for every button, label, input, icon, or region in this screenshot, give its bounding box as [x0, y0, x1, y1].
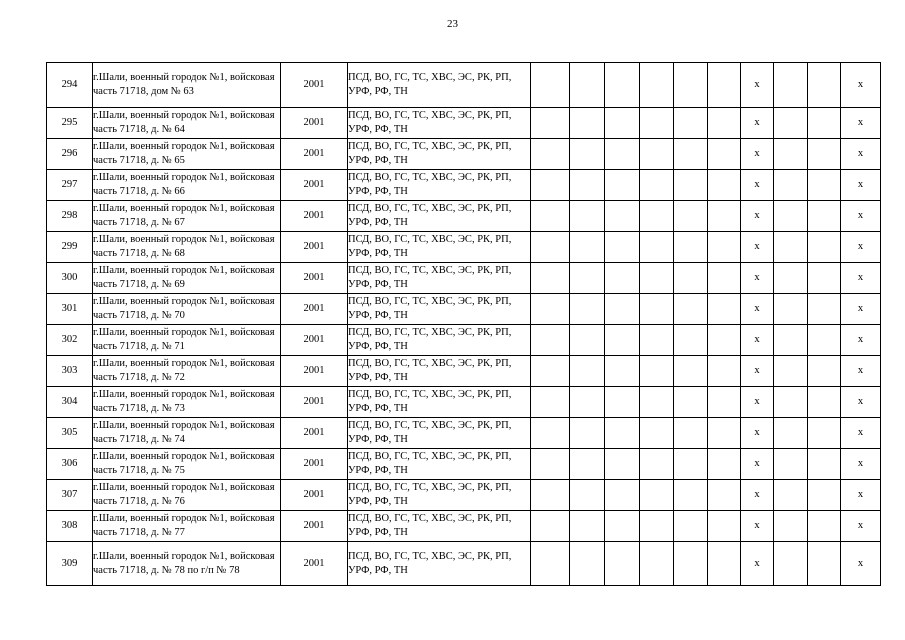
empty-cell	[605, 232, 640, 263]
empty-cell	[808, 480, 841, 511]
empty-cell	[570, 139, 605, 170]
row-number: 298	[47, 201, 93, 232]
row-number: 307	[47, 480, 93, 511]
row-systems: ПСД, ВО, ГС, ТС, ХВС, ЭС, РК, РП, УРФ, РФ, ТН	[348, 418, 531, 449]
row-address: г.Шали, военный городок №1, войсковая часть 71718, д. № 78 по г/п № 78	[93, 542, 281, 586]
empty-cell	[570, 294, 605, 325]
row-year: 2001	[281, 542, 348, 586]
empty-cell	[605, 108, 640, 139]
row-address: г.Шали, военный городок №1, войсковая часть 71718, д. № 69	[93, 263, 281, 294]
row-systems: ПСД, ВО, ГС, ТС, ХВС, ЭС, РК, РП, УРФ, РФ, ТН	[348, 108, 531, 139]
row-year: 2001	[281, 139, 348, 170]
empty-cell	[605, 480, 640, 511]
row-address: г.Шали, военный городок №1, войсковая часть 71718, д. № 74	[93, 418, 281, 449]
empty-cell	[531, 170, 570, 201]
row-mark-2: х	[841, 449, 881, 480]
row-mark-1: х	[741, 232, 774, 263]
row-mark-1: х	[741, 356, 774, 387]
row-systems: ПСД, ВО, ГС, ТС, ХВС, ЭС, РК, РП, УРФ, РФ, ТН	[348, 480, 531, 511]
empty-cell	[774, 108, 808, 139]
empty-cell	[774, 511, 808, 542]
empty-cell	[640, 325, 674, 356]
empty-cell	[708, 511, 741, 542]
empty-cell	[808, 108, 841, 139]
empty-cell	[531, 108, 570, 139]
row-address: г.Шали, военный городок №1, войсковая часть 71718, д. № 70	[93, 294, 281, 325]
empty-cell	[570, 201, 605, 232]
empty-cell	[570, 449, 605, 480]
table-row	[47, 356, 881, 387]
empty-cell	[570, 356, 605, 387]
table-row	[47, 480, 881, 511]
empty-cell	[808, 418, 841, 449]
row-number: 296	[47, 139, 93, 170]
empty-cell	[640, 480, 674, 511]
row-systems: ПСД, ВО, ГС, ТС, ХВС, ЭС, РК, РП, УРФ, РФ, ТН	[348, 294, 531, 325]
empty-cell	[605, 418, 640, 449]
empty-cell	[808, 325, 841, 356]
row-mark-2: х	[841, 542, 881, 586]
empty-cell	[774, 325, 808, 356]
empty-cell	[708, 449, 741, 480]
row-address: г.Шали, военный городок №1, войсковая часть 71718, д. № 67	[93, 201, 281, 232]
empty-cell	[774, 542, 808, 586]
row-year: 2001	[281, 418, 348, 449]
empty-cell	[605, 63, 640, 108]
row-mark-2: х	[841, 511, 881, 542]
empty-cell	[531, 325, 570, 356]
row-number: 297	[47, 170, 93, 201]
empty-cell	[531, 418, 570, 449]
row-number: 305	[47, 418, 93, 449]
row-mark-1: х	[741, 139, 774, 170]
empty-cell	[674, 356, 708, 387]
row-address: г.Шали, военный городок №1, войсковая часть 71718, д. № 71	[93, 325, 281, 356]
row-number: 308	[47, 511, 93, 542]
row-mark-2: х	[841, 418, 881, 449]
empty-cell	[605, 139, 640, 170]
row-systems: ПСД, ВО, ГС, ТС, ХВС, ЭС, РК, РП, УРФ, РФ, ТН	[348, 170, 531, 201]
empty-cell	[708, 418, 741, 449]
row-mark-1: х	[741, 449, 774, 480]
row-year: 2001	[281, 511, 348, 542]
empty-cell	[808, 201, 841, 232]
empty-cell	[605, 201, 640, 232]
empty-cell	[774, 387, 808, 418]
empty-cell	[640, 63, 674, 108]
empty-cell	[531, 201, 570, 232]
empty-cell	[570, 542, 605, 586]
empty-cell	[674, 263, 708, 294]
empty-cell	[640, 139, 674, 170]
row-address: г.Шали, военный городок №1, войсковая часть 71718, д. № 65	[93, 139, 281, 170]
table-row	[47, 63, 881, 108]
empty-cell	[774, 232, 808, 263]
row-systems: ПСД, ВО, ГС, ТС, ХВС, ЭС, РК, РП, УРФ, РФ, ТН	[348, 356, 531, 387]
housing-registry-table	[46, 62, 881, 586]
table-row	[47, 139, 881, 170]
empty-cell	[708, 387, 741, 418]
empty-cell	[570, 325, 605, 356]
row-number: 300	[47, 263, 93, 294]
empty-cell	[674, 170, 708, 201]
empty-cell	[531, 480, 570, 511]
empty-cell	[708, 170, 741, 201]
empty-cell	[774, 418, 808, 449]
row-mark-2: х	[841, 356, 881, 387]
empty-cell	[570, 263, 605, 294]
table-row	[47, 232, 881, 263]
empty-cell	[640, 108, 674, 139]
row-year: 2001	[281, 170, 348, 201]
empty-cell	[640, 201, 674, 232]
empty-cell	[531, 263, 570, 294]
empty-cell	[674, 294, 708, 325]
empty-cell	[531, 542, 570, 586]
empty-cell	[531, 63, 570, 108]
empty-cell	[674, 325, 708, 356]
row-address: г.Шали, военный городок №1, войсковая часть 71718, д. № 77	[93, 511, 281, 542]
row-mark-2: х	[841, 63, 881, 108]
empty-cell	[774, 449, 808, 480]
row-address: г.Шали, военный городок №1, войсковая часть 71718, д. № 68	[93, 232, 281, 263]
empty-cell	[708, 263, 741, 294]
row-mark-1: х	[741, 170, 774, 201]
row-mark-1: х	[741, 511, 774, 542]
empty-cell	[774, 480, 808, 511]
empty-cell	[708, 63, 741, 108]
row-mark-1: х	[741, 294, 774, 325]
empty-cell	[640, 356, 674, 387]
row-systems: ПСД, ВО, ГС, ТС, ХВС, ЭС, РК, РП, УРФ, РФ, ТН	[348, 139, 531, 170]
empty-cell	[808, 387, 841, 418]
empty-cell	[570, 170, 605, 201]
empty-cell	[674, 387, 708, 418]
row-systems: ПСД, ВО, ГС, ТС, ХВС, ЭС, РК, РП, УРФ, РФ, ТН	[348, 263, 531, 294]
row-mark-1: х	[741, 108, 774, 139]
empty-cell	[774, 356, 808, 387]
row-year: 2001	[281, 201, 348, 232]
empty-cell	[674, 480, 708, 511]
empty-cell	[605, 449, 640, 480]
empty-cell	[640, 511, 674, 542]
row-year: 2001	[281, 294, 348, 325]
empty-cell	[774, 63, 808, 108]
row-mark-2: х	[841, 480, 881, 511]
empty-cell	[640, 232, 674, 263]
empty-cell	[708, 108, 741, 139]
empty-cell	[808, 356, 841, 387]
table-row	[47, 294, 881, 325]
empty-cell	[808, 294, 841, 325]
empty-cell	[808, 263, 841, 294]
row-mark-1: х	[741, 63, 774, 108]
row-number: 309	[47, 542, 93, 586]
empty-cell	[708, 232, 741, 263]
empty-cell	[674, 542, 708, 586]
row-mark-2: х	[841, 201, 881, 232]
row-year: 2001	[281, 449, 348, 480]
row-year: 2001	[281, 232, 348, 263]
row-number: 301	[47, 294, 93, 325]
row-year: 2001	[281, 356, 348, 387]
empty-cell	[708, 294, 741, 325]
row-mark-1: х	[741, 480, 774, 511]
empty-cell	[570, 232, 605, 263]
empty-cell	[640, 449, 674, 480]
table-row	[47, 511, 881, 542]
empty-cell	[605, 356, 640, 387]
row-mark-1: х	[741, 418, 774, 449]
row-mark-2: х	[841, 232, 881, 263]
row-mark-1: х	[741, 263, 774, 294]
table-row	[47, 542, 881, 586]
row-year: 2001	[281, 325, 348, 356]
row-number: 295	[47, 108, 93, 139]
row-mark-1: х	[741, 542, 774, 586]
table-row	[47, 170, 881, 201]
empty-cell	[774, 201, 808, 232]
row-systems: ПСД, ВО, ГС, ТС, ХВС, ЭС, РК, РП, УРФ, РФ, ТН	[348, 325, 531, 356]
empty-cell	[531, 294, 570, 325]
row-address: г.Шали, военный городок №1, войсковая часть 71718, д. № 64	[93, 108, 281, 139]
table-row	[47, 325, 881, 356]
empty-cell	[605, 170, 640, 201]
row-mark-1: х	[741, 387, 774, 418]
row-mark-2: х	[841, 108, 881, 139]
empty-cell	[708, 139, 741, 170]
empty-cell	[774, 263, 808, 294]
row-number: 294	[47, 63, 93, 108]
row-mark-2: х	[841, 139, 881, 170]
page-number: 23	[447, 18, 458, 30]
row-number: 304	[47, 387, 93, 418]
table-row	[47, 201, 881, 232]
empty-cell	[570, 511, 605, 542]
empty-cell	[570, 108, 605, 139]
row-systems: ПСД, ВО, ГС, ТС, ХВС, ЭС, РК, РП, УРФ, РФ, ТН	[348, 449, 531, 480]
empty-cell	[531, 387, 570, 418]
row-year: 2001	[281, 387, 348, 418]
empty-cell	[531, 356, 570, 387]
row-mark-2: х	[841, 294, 881, 325]
empty-cell	[640, 542, 674, 586]
empty-cell	[808, 139, 841, 170]
empty-cell	[531, 139, 570, 170]
empty-cell	[674, 63, 708, 108]
empty-cell	[674, 139, 708, 170]
empty-cell	[570, 63, 605, 108]
empty-cell	[708, 480, 741, 511]
row-year: 2001	[281, 263, 348, 294]
empty-cell	[774, 170, 808, 201]
empty-cell	[674, 232, 708, 263]
empty-cell	[570, 418, 605, 449]
row-address: г.Шали, военный городок №1, войсковая часть 71718, д. № 75	[93, 449, 281, 480]
row-mark-1: х	[741, 325, 774, 356]
row-systems: ПСД, ВО, ГС, ТС, ХВС, ЭС, РК, РП, УРФ, РФ, ТН	[348, 542, 531, 586]
empty-cell	[531, 232, 570, 263]
empty-cell	[605, 294, 640, 325]
row-address: г.Шали, военный городок №1, войсковая часть 71718, д. № 73	[93, 387, 281, 418]
empty-cell	[640, 294, 674, 325]
empty-cell	[808, 542, 841, 586]
row-address: г.Шали, военный городок №1, войсковая часть 71718, д. № 72	[93, 356, 281, 387]
row-mark-2: х	[841, 387, 881, 418]
row-mark-2: х	[841, 263, 881, 294]
empty-cell	[640, 387, 674, 418]
row-address: г.Шали, военный городок №1, войсковая часть 71718, дом № 63	[93, 63, 281, 108]
empty-cell	[640, 418, 674, 449]
row-number: 302	[47, 325, 93, 356]
row-systems: ПСД, ВО, ГС, ТС, ХВС, ЭС, РК, РП, УРФ, РФ, ТН	[348, 63, 531, 108]
table-row	[47, 418, 881, 449]
row-year: 2001	[281, 480, 348, 511]
empty-cell	[674, 449, 708, 480]
empty-cell	[708, 325, 741, 356]
empty-cell	[605, 511, 640, 542]
row-number: 306	[47, 449, 93, 480]
empty-cell	[808, 232, 841, 263]
row-mark-2: х	[841, 170, 881, 201]
empty-cell	[674, 418, 708, 449]
empty-cell	[808, 170, 841, 201]
row-systems: ПСД, ВО, ГС, ТС, ХВС, ЭС, РК, РП, УРФ, РФ, ТН	[348, 511, 531, 542]
empty-cell	[640, 170, 674, 201]
row-mark-1: х	[741, 201, 774, 232]
table-row	[47, 263, 881, 294]
table-row	[47, 387, 881, 418]
empty-cell	[774, 294, 808, 325]
empty-cell	[605, 325, 640, 356]
empty-cell	[808, 449, 841, 480]
table-body	[47, 63, 881, 586]
empty-cell	[605, 542, 640, 586]
empty-cell	[605, 387, 640, 418]
empty-cell	[531, 511, 570, 542]
row-year: 2001	[281, 63, 348, 108]
row-year: 2001	[281, 108, 348, 139]
row-systems: ПСД, ВО, ГС, ТС, ХВС, ЭС, РК, РП, УРФ, РФ, ТН	[348, 387, 531, 418]
empty-cell	[531, 449, 570, 480]
empty-cell	[708, 201, 741, 232]
empty-cell	[640, 263, 674, 294]
row-mark-2: х	[841, 325, 881, 356]
empty-cell	[774, 139, 808, 170]
empty-cell	[605, 263, 640, 294]
row-address: г.Шали, военный городок №1, войсковая часть 71718, д. № 76	[93, 480, 281, 511]
row-systems: ПСД, ВО, ГС, ТС, ХВС, ЭС, РК, РП, УРФ, РФ, ТН	[348, 201, 531, 232]
table-row	[47, 108, 881, 139]
table-row	[47, 449, 881, 480]
empty-cell	[808, 63, 841, 108]
empty-cell	[808, 511, 841, 542]
row-number: 299	[47, 232, 93, 263]
row-address: г.Шали, военный городок №1, войсковая часть 71718, д. № 66	[93, 170, 281, 201]
row-number: 303	[47, 356, 93, 387]
empty-cell	[570, 387, 605, 418]
empty-cell	[708, 542, 741, 586]
empty-cell	[674, 108, 708, 139]
empty-cell	[708, 356, 741, 387]
empty-cell	[674, 201, 708, 232]
row-systems: ПСД, ВО, ГС, ТС, ХВС, ЭС, РК, РП, УРФ, РФ, ТН	[348, 232, 531, 263]
empty-cell	[570, 480, 605, 511]
empty-cell	[674, 511, 708, 542]
